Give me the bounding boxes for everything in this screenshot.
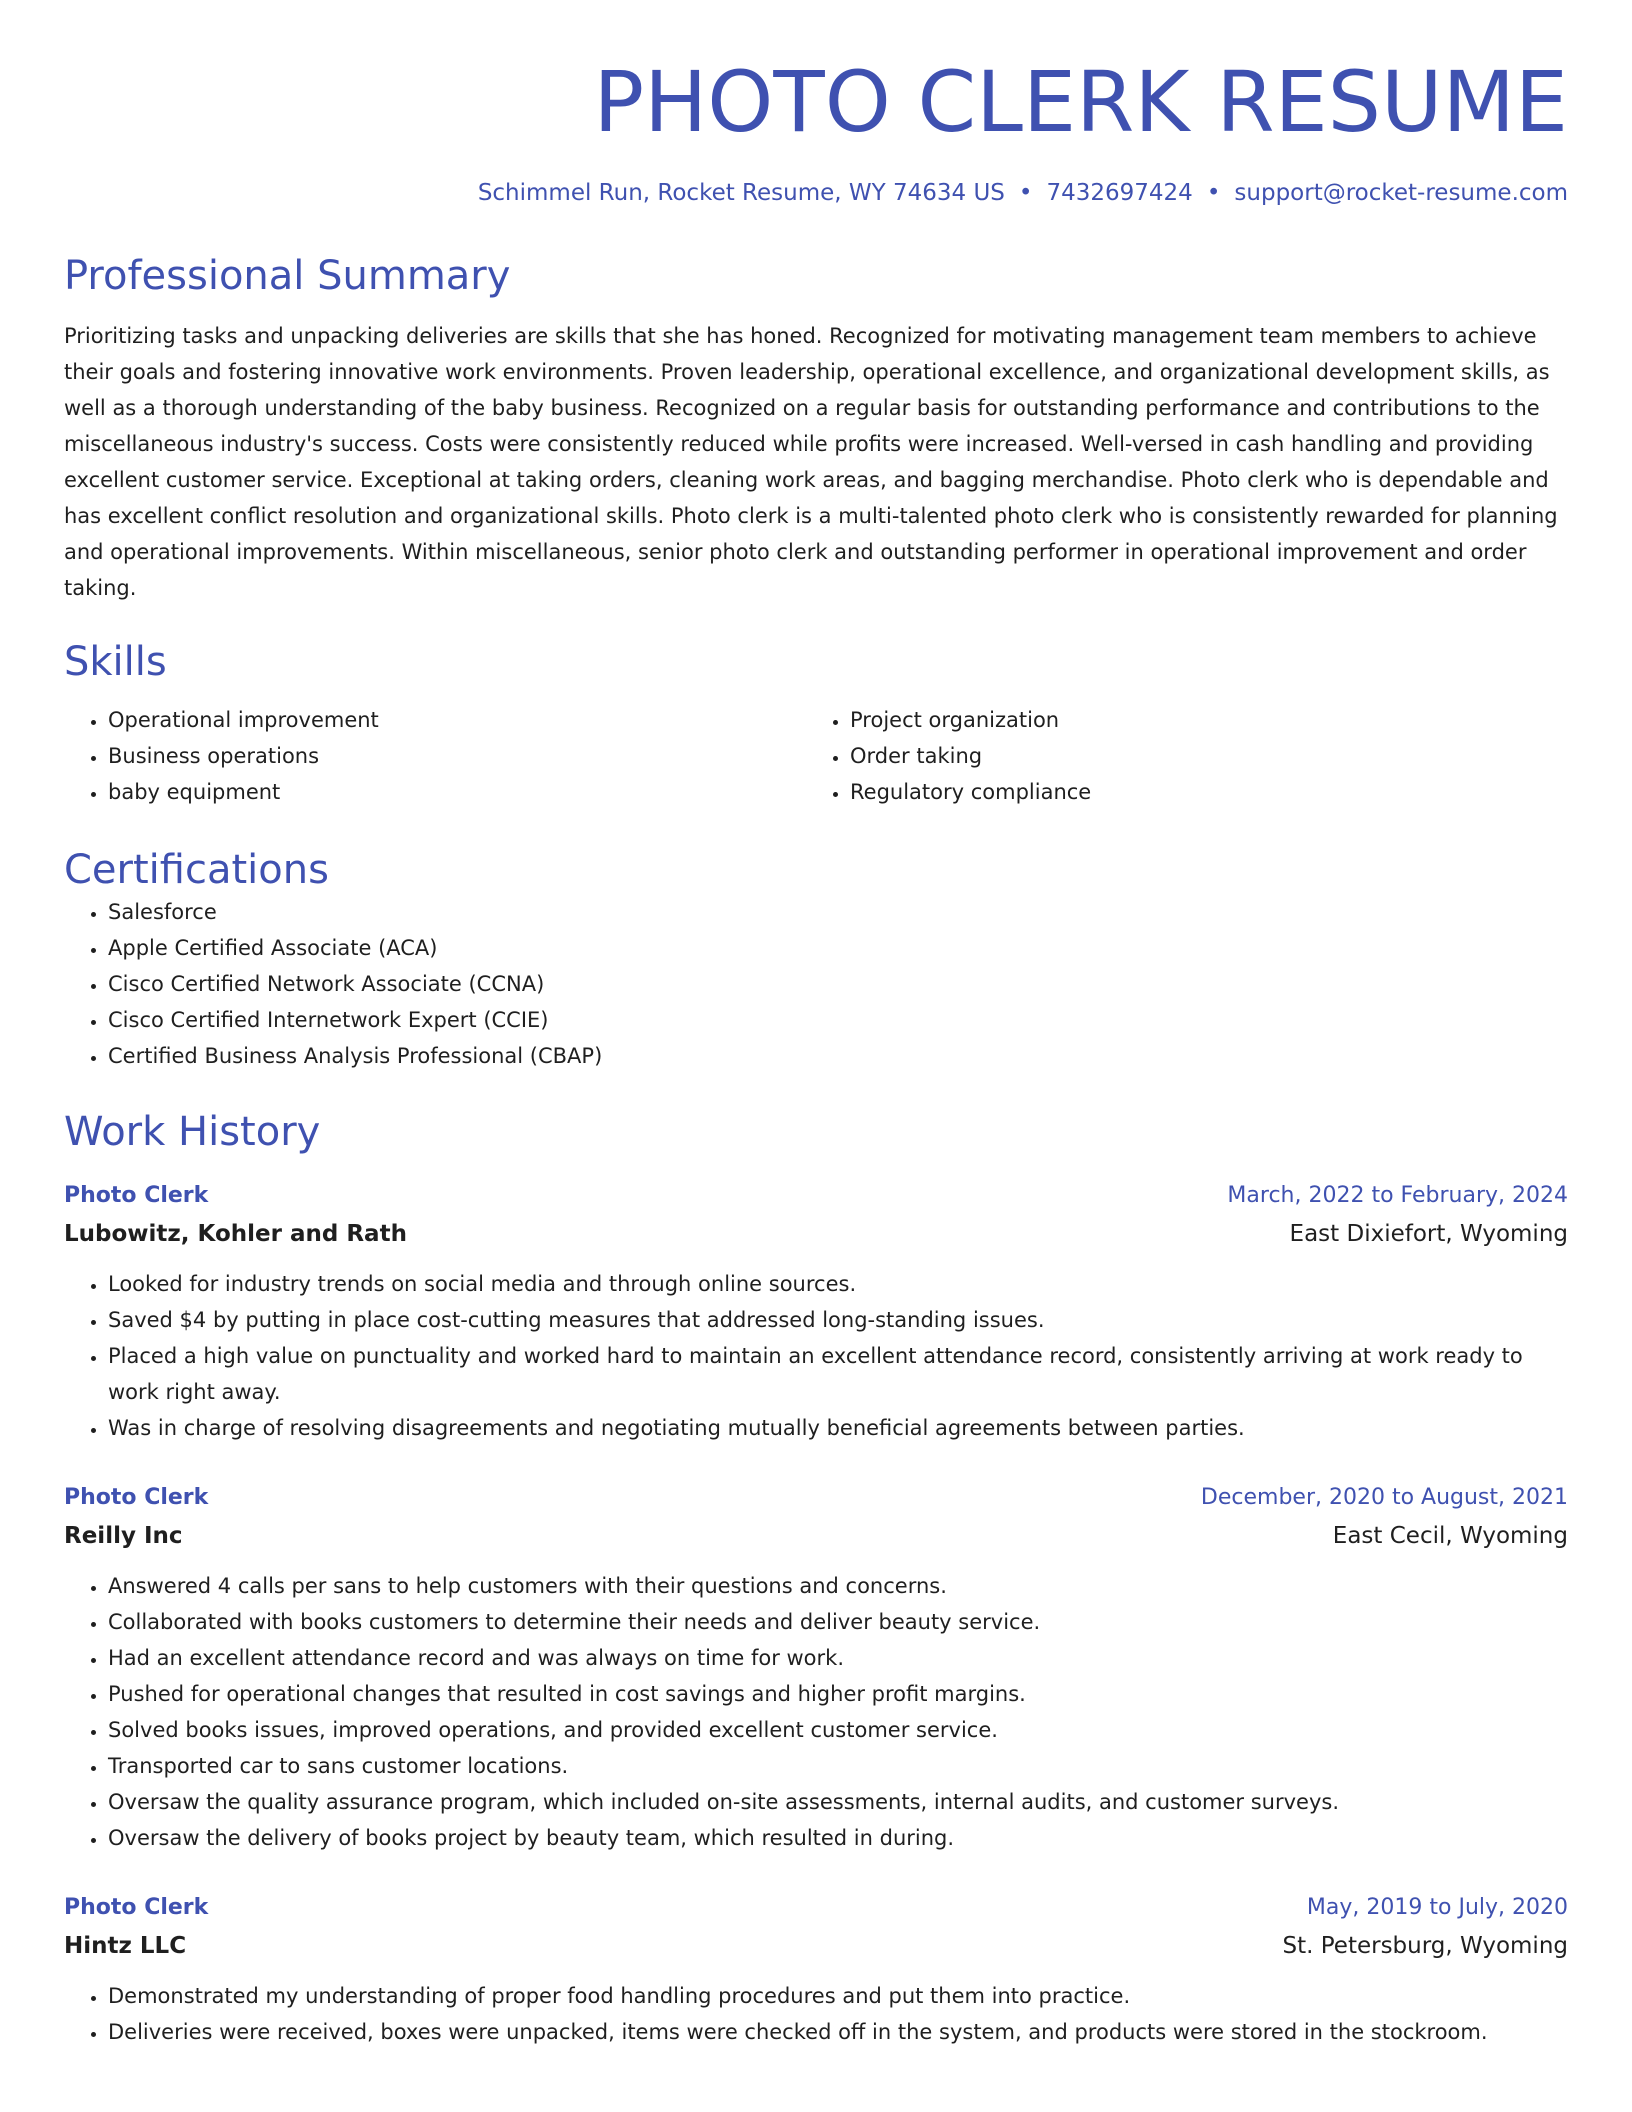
job-header: [64, 1480, 1568, 1516]
section-title-skills: Skills: [64, 639, 167, 685]
job-subheader: [64, 1214, 1568, 1254]
contact-email[interactable]: support@rocket-resume.com: [1234, 180, 1568, 206]
skill-item: • Order taking: [850, 738, 1548, 774]
job-company: Reilly Inc: [64, 1523, 183, 1549]
skills-column-left: [64, 702, 806, 810]
job-subheader: [64, 1516, 1568, 1556]
skill-item: • Project organization: [850, 702, 1548, 738]
job-location: St. Petersburg, Wyoming: [1282, 1933, 1568, 1959]
skill-item: • Regulatory compliance: [850, 774, 1548, 810]
job-title: Photo Clerk: [64, 1485, 209, 1510]
certification-item: • Cisco Certified Internetwork Expert (CCIE): [108, 1002, 1568, 1038]
job-duty: • Answered 4 calls per sans to help customers with their questions and concerns.: [108, 1568, 1568, 1604]
resume-title: PHOTO CLERK RESUME: [593, 53, 1568, 151]
job-title: Photo Clerk: [64, 1183, 209, 1208]
section-title-summary: Professional Summary: [64, 253, 511, 299]
contact-address: Schimmel Run, Rocket Resume, WY 74634 US: [477, 180, 1005, 206]
certification-item: • Certified Business Analysis Professional (CBAP): [108, 1038, 1568, 1074]
skill-item: • Business operations: [108, 738, 806, 774]
job-title: Photo Clerk: [64, 1895, 209, 1920]
job-duty: • Solved books issues, improved operations, and provided excellent customer service.: [108, 1712, 1568, 1748]
job-duty: • Was in charge of resolving disagreements and negotiating mutually beneficial agreements between parties.: [108, 1410, 1568, 1446]
job-location: East Cecil, Wyoming: [1332, 1523, 1568, 1549]
job-header: [64, 1890, 1568, 1926]
job-duty: • Collaborated with books customers to determine their needs and deliver beauty service.: [108, 1604, 1568, 1640]
job-entry: [64, 1480, 1568, 1856]
certification-item: • Cisco Certified Network Associate (CCNA): [108, 966, 1568, 1002]
job-duties: [64, 1266, 1568, 1446]
job-company: Lubowitz, Kohler and Rath: [64, 1221, 407, 1247]
job-duty: • Oversaw the delivery of books project by beauty team, which resulted in during.: [108, 1820, 1568, 1856]
job-duties: [64, 1568, 1568, 1856]
skills-list: [64, 702, 1568, 810]
section-title-certifications: Certifications: [64, 847, 329, 893]
job-duty: • Had an excellent attendance record and was always on time for work.: [108, 1640, 1568, 1676]
certification-item: • Apple Certified Associate (ACA): [108, 930, 1568, 966]
job-header: [64, 1178, 1568, 1214]
skill-item: • Operational improvement: [108, 702, 806, 738]
job-entry: [64, 1890, 1568, 2050]
job-company: Hintz LLC: [64, 1933, 187, 1959]
section-title-work-history: Work History: [64, 1109, 321, 1155]
contact-separator: •: [1018, 180, 1033, 206]
job-duty: • Placed a high value on punctuality and worked hard to maintain an excellent attendance record, consistently arriving at work ready to work right away.: [108, 1338, 1568, 1410]
job-dates: March, 2022 to February, 2024: [1227, 1183, 1568, 1208]
job-entry: [64, 1178, 1568, 1446]
job-duties: [64, 1978, 1568, 2050]
job-duty: • Transported car to sans customer locations.: [108, 1748, 1568, 1784]
resume-page: [64, 0, 1568, 2050]
job-subheader: [64, 1926, 1568, 1966]
job-duty: • Demonstrated my understanding of proper food handling procedures and put them into practice.: [108, 1978, 1568, 2014]
job-dates: December, 2020 to August, 2021: [1200, 1485, 1568, 1510]
job-duty: • Pushed for operational changes that resulted in cost savings and higher profit margins.: [108, 1676, 1568, 1712]
certifications-list: [64, 894, 1568, 1074]
skill-item: • baby equipment: [108, 774, 806, 810]
contact-line: [64, 178, 1568, 208]
job-dates: May, 2019 to July, 2020: [1306, 1895, 1568, 1920]
contact-phone: 7432697424: [1046, 180, 1193, 206]
job-duty: • Saved $4 by putting in place cost-cutting measures that addressed long-standing issues.: [108, 1302, 1568, 1338]
certification-item: • Salesforce: [108, 894, 1568, 930]
job-location: East Dixiefort, Wyoming: [1289, 1221, 1568, 1247]
skills-column-right: [806, 702, 1548, 810]
job-duty: • Looked for industry trends on social media and through online sources.: [108, 1266, 1568, 1302]
job-duty: • Oversaw the quality assurance program, which included on-site assessments, internal audits, and customer surveys.: [108, 1784, 1568, 1820]
contact-separator: •: [1206, 180, 1221, 206]
job-duty: • Deliveries were received, boxes were unpacked, items were checked off in the system, and products were stored in the stockroom.: [108, 2014, 1568, 2050]
summary-text: Prioritizing tasks and unpacking deliveries are skills that she has honed. Recognized for motivating management team members to achieve their goals and fostering innovative work environments. Proven leadership, operational excellence, and organizational development skills, as well as a thorough understanding of the baby business. Recognized on a regular basis for outstanding performance and contributions to the miscellaneous industry's success. Costs were consistently reduced while profits were increased. Well-versed in cash handling and providing excellent customer service. Exceptional at taking orders, cleaning work areas, and bagging merchandise. Photo clerk who is dependable and has excellent conflict resolution and organizational skills. Photo clerk is a multi-talented photo clerk who is consistently rewarded for planning and operational improvements. Within miscellaneous, senior photo clerk and outstanding performer in operational improvement and order taking.: [64, 324, 1558, 600]
